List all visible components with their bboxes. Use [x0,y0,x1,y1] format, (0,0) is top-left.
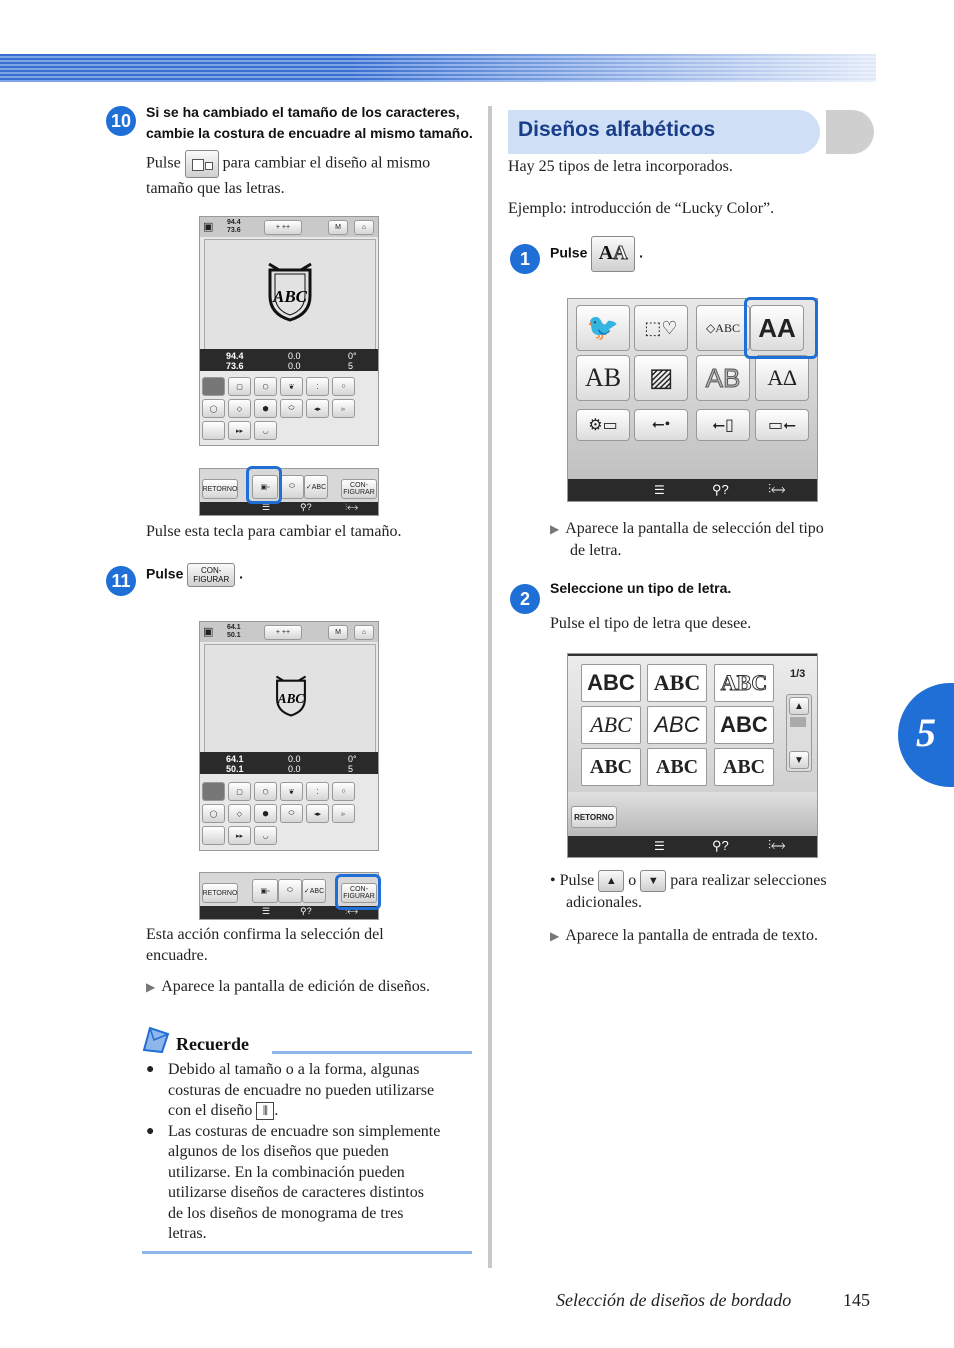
step-1-result: ▶ Aparece la pantalla de selección del tipo de letra. [550,520,824,559]
highlight-alphabet [744,297,818,359]
frame-icon: ▣ [203,626,214,638]
frame-size-key-icon [185,150,219,178]
column-divider [488,106,492,1268]
note-rule [272,1051,472,1054]
font-button-serif[interactable]: ABC [647,664,707,702]
abc-check-button[interactable]: ✓ABC [302,879,326,903]
outline-letters-icon[interactable]: AB [696,355,750,401]
home-icon[interactable]: ⌂ [354,625,374,640]
font-button-blackletter[interactable]: ABC [647,748,707,786]
step-2-text: Pulse el tipo de letra que desee. [550,615,752,632]
font-button-gothic[interactable]: ABC [581,748,641,786]
step-10-title: Si se ha cambiado el tamaño de los caracteres, cambie la costura de encuadre al mismo tamaño. [146,104,473,141]
step-11-result: ▶ Aparece la pantalla de edición de diseños. [146,978,431,995]
down-arrow-key-icon: ▼ [640,870,666,892]
home-icon[interactable]: ⌂ [354,220,374,235]
highlight-frame-size [246,466,282,504]
example-text: Ejemplo: introducción de “Lucky Color”. [508,200,775,217]
monogram-shield-small-icon [275,675,307,717]
result-arrow-icon: ▶ [146,980,156,994]
frame-size-button[interactable]: ▣▫ [252,475,278,499]
step-number-2: 2 [510,584,540,614]
triangle-letters-icon[interactable]: A∆ [755,355,809,401]
heading-tab-decoration [826,110,874,154]
step-number-1: 1 [510,244,540,274]
embroidery-screen-1: ▣ 94.4 73.6 + ++ M ⌂ ABC 94.4 73.6 0.0 0.0 0° 5 ▢ ⬡ ❦ ⁚ ○ ◯ ◇ ⬢ ⬭ ◂▸ ▹ ▸▸ ◡ [199,216,379,446]
svg-text:ABC: ABC [277,690,305,706]
page-number: 145 [843,1290,870,1310]
settings-icon[interactable]: ⫶⟷ [768,838,786,852]
step-2-result: ▶ Aparece la pantalla de entrada de texto. [550,927,818,944]
font-button-sans[interactable]: ABC [581,664,641,702]
chapter-tab: 5 [898,683,954,787]
monogram-shield-icon [267,262,313,322]
font-selection-screen [567,653,818,858]
up-arrow-key-icon: ▲ [598,870,624,892]
note-item: ● Las costuras de encuadre son simplemente algunos de los diseños que pueden utilizarse. En la combinación pueden utilizarse diseños de caracteres distintos de los diseños de monograma de tres letras. [146,1122,441,1242]
help-icon[interactable]: ⚲? [300,906,312,916]
frame-shape-grid: ▢ ⬡ ❦ ⁚ ○ ◯ ◇ ⬢ ⬭ ◂▸ ▹ ▸▸ ◡ [202,377,355,440]
retorno-button[interactable]: RETORNO [202,883,238,903]
list-icon[interactable]: ☰ [262,906,271,916]
abc-check-button[interactable]: ✓ABC [304,475,328,499]
help-icon[interactable]: ⚲? [712,482,729,497]
alphabet-key-icon: AA [591,236,635,272]
note-icon [140,1024,172,1059]
retorno-button[interactable]: RETORNO [202,479,238,499]
step-number-11: 11 [106,566,136,596]
size-buttons[interactable]: + ++ [264,625,302,640]
frame-shape-grid-2: ▢ ⬡ ❦ ⁚ ○ ◯ ◇ ⬢ ⬭ ◂▸ ▹ ▸▸ ◡ [202,782,355,845]
font-button-western[interactable]: ABC [714,748,774,786]
list-icon[interactable]: ☰ [262,502,271,512]
frame-type-button[interactable]: ⬭ [280,475,304,499]
help-icon[interactable]: ⚲? [712,838,729,853]
frame-size-button[interactable]: ▣▫ [252,879,278,903]
frame-design-icon: ⫼ [256,1102,274,1120]
help-icon[interactable]: ⚲? [300,502,312,512]
svg-text:ABC: ABC [272,287,308,306]
size-buttons[interactable]: + ++ [264,220,302,235]
step-11-text: Pulse CON- FIGURAR . [146,563,243,587]
result-arrow-icon: ▶ [550,522,560,536]
step-number-10: 10 [106,106,136,136]
highlight-configurar [335,874,381,910]
retorno-button[interactable]: RETORNO [571,806,617,828]
header-bar [0,54,876,82]
intro-text: Hay 25 tipos de letra incorporados. [508,158,733,175]
settings-icon[interactable]: ⫶⟷ [768,482,786,496]
page-indicator: 1/3 [790,668,806,680]
mirror-button[interactable]: M [328,220,348,235]
frame-type-button[interactable]: ⬭ [278,879,302,903]
decorative-letter-icon[interactable]: ▨ [634,355,688,401]
step-2-title: Seleccione un tipo de letra. [550,580,732,596]
settings-icon[interactable]: ⫶⟷ [345,906,359,916]
scroll-up-button[interactable]: ▲ [789,697,809,715]
usb-icon[interactable]: ⭠• [634,409,688,441]
configurar-button[interactable]: CON- FIGURAR [341,479,377,499]
screen-1-toolbar [199,468,379,516]
step-2-bullet: • Pulse ▲ o ▼ para realizar selecciones adicionales. [550,872,827,912]
mirror-button[interactable]: M [328,625,348,640]
result-arrow-icon: ▶ [550,929,560,943]
font-button-italic[interactable]: ABC [647,706,707,744]
computer-icon[interactable]: ▭⭠ [755,409,809,441]
scrollbar[interactable] [786,694,812,772]
step-10-text: Pulse para cambiar el diseño al mismo tamaño que las letras. [146,150,476,199]
step-11-caption: Esta acción confirma la selección del encuadre. [146,926,384,964]
sewing-machine-icon[interactable]: ⚙▭ [576,409,630,441]
scroll-down-button[interactable]: ▼ [789,751,809,769]
configurar-button[interactable]: CON- FIGURAR [341,883,377,903]
scroll-thumb[interactable] [790,717,806,727]
configurar-key-icon: CON- FIGURAR [187,563,235,587]
alphabet-icon[interactable]: AA [750,305,804,351]
list-icon[interactable]: ☰ [654,483,665,497]
monogram-icon[interactable]: ◇ABC [696,305,750,351]
section-heading: Diseños alfabéticos [518,118,716,141]
footer-section: Selección de diseños de bordado [556,1290,792,1310]
note-bottom-rule [142,1251,472,1254]
font-button-outline[interactable]: ABC [714,664,774,702]
note-item: ● Debido al tamaño o a la forma, algunas costuras de encuadre no pueden utilizarse con el diseño ⫼ . [146,1061,435,1119]
note-title: Recuerde [176,1034,249,1054]
settings-icon[interactable]: ⫶⟷ [345,502,359,512]
list-icon[interactable]: ☰ [654,839,665,853]
font-button-bold[interactable]: ABC [714,706,774,744]
frame-heart-icon[interactable]: ⬚♡ [634,305,688,351]
font-button-script[interactable]: ABC [581,706,641,744]
note-items [146,1060,476,1245]
embroidery-screen-2: ▣ 64.1 50.1 + ++ M ⌂ ABC 64.1 50.1 0.0 0.0 0° 5 ▢ ⬡ ❦ ⁚ ○ ◯ ◇ ⬢ ⬭ ◂▸ ▹ ▸▸ ◡ [199,621,379,851]
usb-mouse-icon[interactable]: ⭠▯ [696,409,750,441]
bird-design-icon[interactable]: 🐦 [576,305,630,351]
frame-icon: ▣ [203,221,214,233]
step-1-text: Pulse AA . [550,236,643,272]
step-10-caption: Pulse esta tecla para cambiar el tamaño. [146,523,402,540]
serif-letters-icon[interactable]: AB [576,355,630,401]
